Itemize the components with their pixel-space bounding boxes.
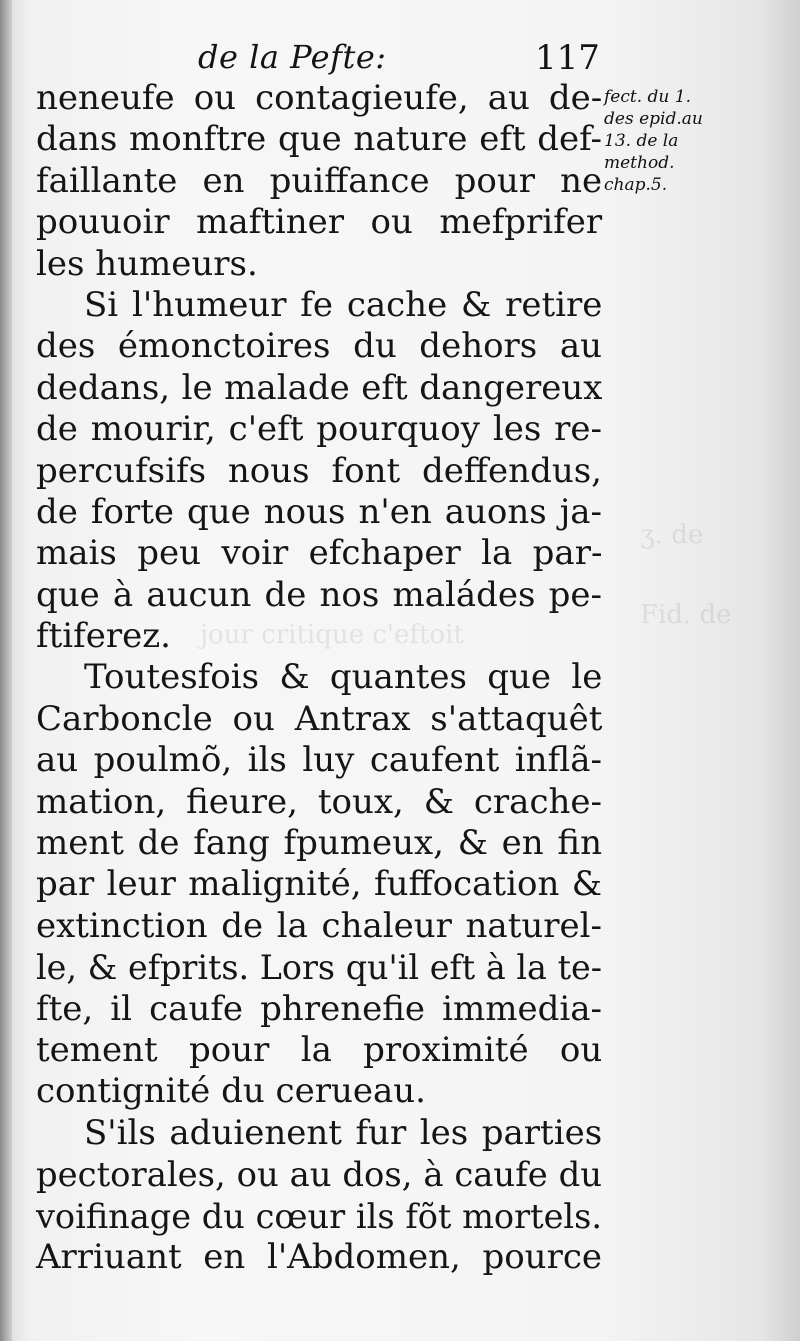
text-line: neneufe ou contagieufe, au de- [36, 78, 603, 118]
text-line: les humeurs. [36, 243, 258, 284]
text-line: Toutesfois & quantes que le [84, 657, 603, 698]
text-line: contignité du cerueau. [36, 1071, 426, 1112]
bleed-through-text: Fid. de [640, 600, 732, 630]
text-line: pouuoir maftiner ou mefprifer [36, 202, 603, 243]
bleed-through-text: ʒ. de [640, 520, 704, 550]
text-line: des émonctoires du dehors au [36, 326, 602, 367]
text-line: que à aucun de nos maládes pe- [36, 574, 602, 615]
text-line: voifinage du cœur ils fõt mortels. [36, 1196, 602, 1236]
page-number: 117 [535, 38, 600, 78]
text-line: percufsifs nous font deffendus, [36, 450, 602, 491]
text-line: dedans, le malade eft dangereux [36, 367, 603, 408]
marginal-note-line: des epid.au [604, 109, 703, 129]
text-line: mais peu voir efchaper la par- [36, 533, 603, 574]
text-line: dans monftre que nature eft def- [36, 119, 602, 160]
running-title: de la Pefte: [198, 38, 387, 76]
text-line: le, & efprits. Lors qu'il eft à la te- [36, 948, 602, 988]
text-line: faillante en puiffance pour ne [36, 160, 603, 201]
marginal-note-line: method. [604, 153, 675, 173]
text-line: mation, fieure, toux, & crache- [36, 781, 602, 822]
marginal-note-line: 13. de la [604, 131, 679, 151]
text-line: Si l'humeur fe cache & retire [84, 284, 603, 325]
text-line: par leur malignité, fuffocation & [36, 864, 602, 905]
text-line: Carboncle ou Antrax s'attaquêt [36, 698, 603, 739]
text-line: S'ils aduienent fur les parties [84, 1112, 603, 1153]
marginal-note-line: fect. du 1. [604, 87, 691, 107]
text-line: ment de fang fpumeux, & en fin [36, 823, 602, 864]
marginal-note [604, 86, 794, 196]
text-line: ftiferez. [36, 616, 171, 657]
text-line: pectorales, ou au dos, à caufe du [36, 1155, 602, 1195]
text-line: tement pour la proximité ou [36, 1029, 603, 1070]
marginal-note-line: chap.5. [604, 175, 668, 195]
text-line: extinction de la chaleur naturel- [36, 905, 602, 946]
text-line: au poulmõ, ils luy caufent inflã- [36, 740, 602, 781]
page-gutter-shadow [0, 0, 12, 1341]
text-line: fte, il caufe phrenefie immedia- [36, 988, 602, 1029]
text-line: de forte que nous n'en auons ja- [36, 491, 602, 532]
text-line: Arriuant en l'Abdomen, pource [36, 1236, 602, 1277]
text-line: de mourir, c'eft pourquoy les re- [36, 409, 602, 450]
bleed-through-text: jour critique c'eftoit [200, 620, 464, 650]
body-text [36, 78, 602, 1278]
